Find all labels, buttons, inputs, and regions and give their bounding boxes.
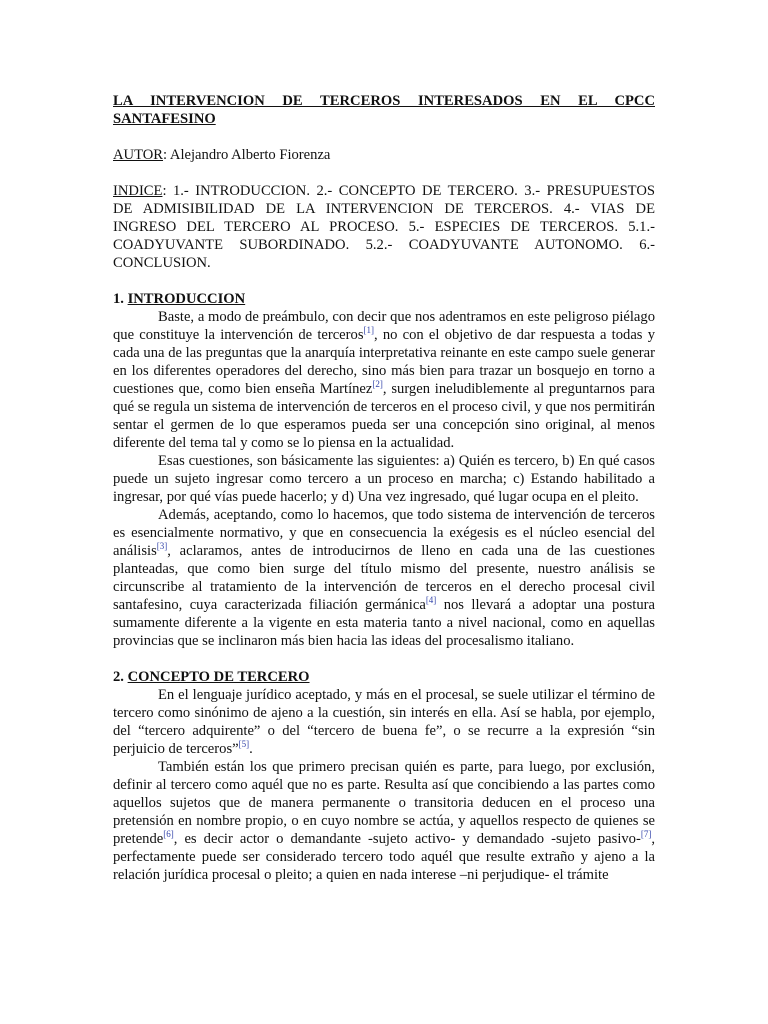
- section-1-number: 1.: [113, 291, 128, 307]
- footnote-ref-7[interactable]: [7]: [640, 829, 652, 840]
- paragraph-text: Además, aceptando, como lo hacemos, que todo sistema de intervención de terceros es esencialmente normativo, y que en consecuencia la exégesis es el núcleo esencial del análisis: [113, 507, 655, 559]
- paragraph-text: , perfectamente puede ser considerado tercero todo aquél que resulte extraño y ajeno a la relación jurídica procesal o pleito; a quien en nada interese –ni perjudique- el trámite: [113, 831, 655, 883]
- section-1-paragraph-1: [113, 308, 655, 452]
- author-name: : Alejandro Alberto Fiorenza: [163, 147, 331, 163]
- document-page: [113, 92, 655, 884]
- document-title: [113, 92, 655, 128]
- section-1-heading: [113, 290, 655, 308]
- paragraph-text: , aclaramos, antes de introducirnos de lleno en cada una de las cuestiones planteadas, que como bien surge del título mismo del presente, nuestro análisis se circunscribe al tratamiento de la intervención de terceros en el derecho procesal civil santafesino, cuya caracterizada filiación germánica: [113, 543, 655, 613]
- title-line-1: LA INTERVENCION DE TERCEROS INTERESADOS EN EL CPCC: [113, 93, 655, 109]
- footnote-ref-2[interactable]: [2]: [372, 379, 383, 390]
- section-2-title: CONCEPTO DE TERCERO: [127, 669, 310, 685]
- index-block: [113, 182, 655, 272]
- footnote-ref-4[interactable]: [4]: [425, 595, 437, 606]
- paragraph-text: , es decir actor o demandante -sujeto activo- y demandado -sujeto pasivo-: [173, 831, 641, 847]
- index-text: : 1.- INTRODUCCION. 2.- CONCEPTO DE TERCERO. 3.- PRESUPUESTOS DE ADMISIBILIDAD DE LA INTERVENCION DE TERCEROS. 4.- VIAS DE INGRESO DEL TERCERO AL PROCESO. 5.- ESPECIES DE TERCEROS. 5.1.- COADYUVANTE SUBORDINADO. 5.2.- COADYUVANTE AUTONOMO. 6.- CONCLUSION.: [113, 183, 655, 271]
- section-2-number: 2.: [113, 669, 128, 685]
- section-1-paragraph-3: [113, 506, 655, 650]
- paragraph-text: Baste, a modo de preámbulo, con decir que nos adentramos en este peligroso piélago que constituye la intervención de terceros: [113, 309, 655, 343]
- paragraph-text: , no con el objetivo de dar respuesta a todas y cada una de las preguntas que la anarquía interpretativa reinante en este campo suele generar en los diferentes operadores del derecho, sino más bien para trazar un bosquejo en torno a cuestiones que, como bien enseña Martínez: [113, 327, 655, 397]
- section-2-heading: [113, 668, 655, 686]
- footnote-ref-6[interactable]: [6]: [163, 829, 174, 840]
- footnote-ref-5[interactable]: [5]: [238, 739, 250, 750]
- title-line-2: SANTAFESINO: [113, 111, 216, 127]
- author-line: [113, 146, 655, 164]
- paragraph-text: nos llevará a adoptar una postura sumamente diferente a la vigente en esta materia tanto a nivel nacional, como en aquellas provincias que se inclinaron más bien hacia las ideas del procesalismo italiano.: [113, 597, 655, 649]
- footnote-ref-3[interactable]: [3]: [156, 541, 168, 552]
- section-2-paragraph-2: [113, 758, 655, 884]
- section-1-paragraph-2: Esas cuestiones, son básicamente las siguientes: a) Quién es tercero, b) En qué casos puede un sujeto ingresar como tercero a un proceso en marcha; c) Estando habilitado a ingresar, por qué vías puede hacerlo; y d) Una vez ingresado, qué lugar ocupa en el pleito.: [113, 453, 655, 505]
- paragraph-text: También están los que primero precisan quién es parte, para luego, por exclusión, definir al tercero como aquél que no es parte. Resulta así que concibiendo a las partes como aquellos sujetos que de manera permanente o transitoria deducen en el proceso una pretensión en nombre propio, o en cuyo nombre se actúa, y aquellos respecto de quienes se pretende: [113, 759, 655, 847]
- paragraph-text: .: [249, 741, 253, 757]
- section-2-paragraph-1: [113, 686, 655, 758]
- index-label: INDICE: [113, 183, 163, 199]
- paragraph-text: En el lenguaje jurídico aceptado, y más en el procesal, se suele utilizar el término de tercero como sinónimo de ajeno a la cuestión, sin interés en ella. Así se habla, por ejemplo, del “tercero adquirente” o del “tercero de buena fe”, o se recurre a la expresión “sin perjuicio de terceros”: [113, 687, 655, 757]
- author-label: AUTOR: [113, 147, 164, 163]
- paragraph-text: , surgen ineludiblemente al preguntarnos para qué se regula un sistema de intervención de terceros en el proceso civil, y que nos permitirán sentar el germen de lo que esperamos pueda ser una concepción sino original, al menos diferente del tema tal y como se lo piensa en la actualidad.: [113, 381, 656, 451]
- footnote-ref-1[interactable]: [1]: [363, 325, 374, 336]
- section-1-title: INTRODUCCION: [127, 291, 246, 307]
